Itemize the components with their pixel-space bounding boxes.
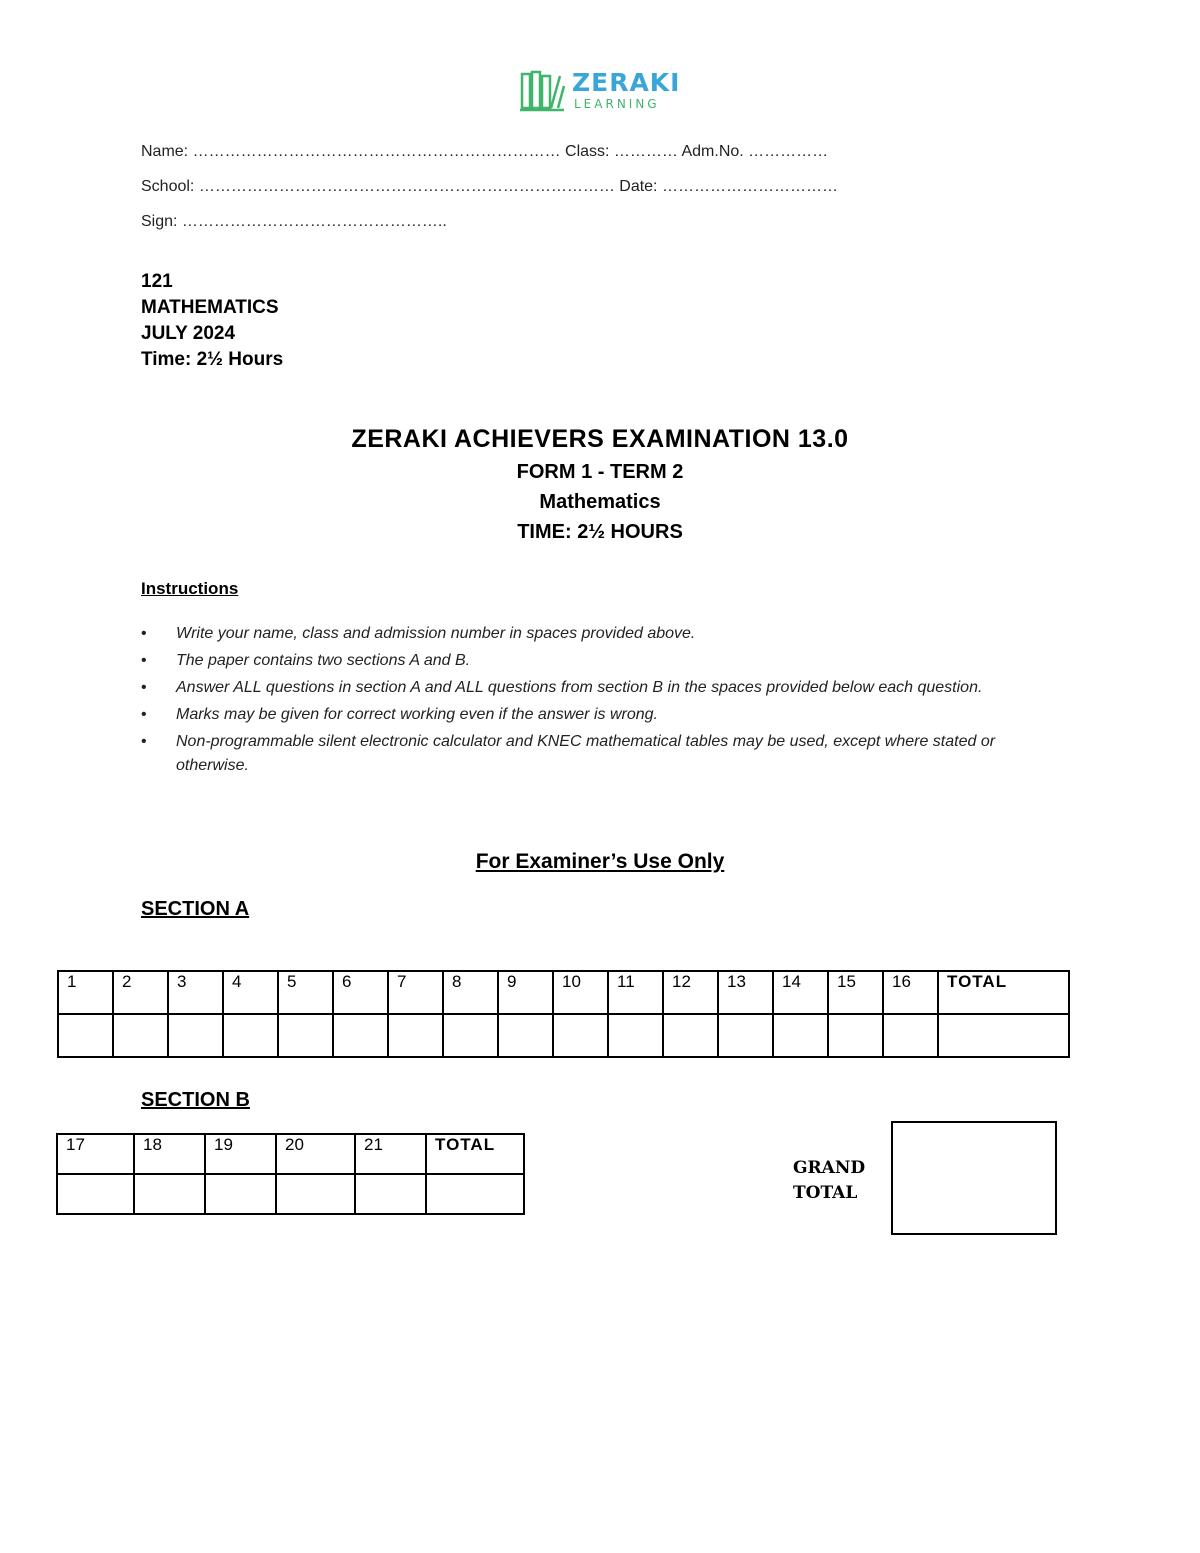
table-header-cell: 17 <box>57 1134 134 1174</box>
time-title: TIME: 2½ HOURS <box>517 521 683 543</box>
paper-time: Time: 2½ Hours <box>141 349 284 370</box>
table-header-cell: 19 <box>205 1134 276 1174</box>
total-score-cell[interactable] <box>938 1014 1069 1057</box>
zeraki-logo <box>520 68 680 116</box>
score-cell[interactable] <box>278 1014 333 1057</box>
paper-meta <box>141 269 283 373</box>
examiner-heading: For Examiner’s Use Only <box>475 850 725 873</box>
score-cell[interactable] <box>134 1174 205 1214</box>
instruction-item: • Write your name, class and admission number in spaces provided above. <box>141 622 1071 646</box>
table-header-cell: 5 <box>278 971 333 1014</box>
grand-total-box[interactable] <box>891 1121 1057 1235</box>
table-header-total: TOTAL <box>426 1134 524 1174</box>
score-cell[interactable] <box>608 1014 663 1057</box>
section-a-table <box>57 970 1070 1058</box>
score-cell[interactable] <box>773 1014 828 1057</box>
exam-title: ZERAKI ACHIEVERS EXAMINATION 13.0 <box>351 425 849 453</box>
paper-subject: MATHEMATICS <box>141 297 279 318</box>
score-cell[interactable] <box>57 1174 134 1214</box>
score-cell[interactable] <box>223 1014 278 1057</box>
table-header-cell: 15 <box>828 971 883 1014</box>
instructions-heading: Instructions <box>141 579 239 598</box>
table-header-cell: 7 <box>388 971 443 1014</box>
paper-date: JULY 2024 <box>141 323 236 344</box>
table-header-cell: 13 <box>718 971 773 1014</box>
table-header-total: TOTAL <box>938 971 1069 1014</box>
paper-code: 121 <box>141 271 173 292</box>
score-cell[interactable] <box>498 1014 553 1057</box>
instruction-item: • Non-programmable silent electronic calculator and KNEC mathematical tables may be used, except where stated or otherwise. <box>141 730 1071 778</box>
section-b-table <box>56 1133 525 1215</box>
score-cell[interactable] <box>828 1014 883 1057</box>
table-header-cell: 14 <box>773 971 828 1014</box>
table-header-cell: 12 <box>663 971 718 1014</box>
table-header-cell: 1 <box>58 971 113 1014</box>
instructions-list <box>141 622 1071 781</box>
table-header-cell: 9 <box>498 971 553 1014</box>
logo-tagline: LEARNING <box>574 97 660 111</box>
instruction-item: • The paper contains two sections A and B. <box>141 649 1071 673</box>
score-cell[interactable] <box>663 1014 718 1057</box>
table-header-cell: 16 <box>883 971 938 1014</box>
score-cell[interactable] <box>883 1014 938 1057</box>
table-header-cell: 3 <box>168 971 223 1014</box>
score-cell[interactable] <box>276 1174 355 1214</box>
table-header-cell: 2 <box>113 971 168 1014</box>
subject-title: Mathematics <box>539 491 661 513</box>
table-header-cell: 6 <box>333 971 388 1014</box>
logo-wordmark: ZERAKI <box>572 68 681 97</box>
score-cell[interactable] <box>553 1014 608 1057</box>
score-cell[interactable] <box>388 1014 443 1057</box>
table-header-cell: 8 <box>443 971 498 1014</box>
table-header-cell: 11 <box>608 971 663 1014</box>
name-class-adm-field: Name: …………………………………………………………… Class: ………… Adm.No. …………… <box>141 143 829 160</box>
school-date-field: School: …………………………………………………………………… Date: …………………………… <box>141 178 838 195</box>
grand-total-label <box>793 1156 865 1206</box>
sign-field: Sign: ………………………………………….. <box>141 213 447 230</box>
grand-total-line2: TOTAL <box>793 1183 858 1203</box>
score-cell[interactable] <box>355 1174 426 1214</box>
table-header-cell: 10 <box>553 971 608 1014</box>
grand-total-line1: GRAND <box>793 1158 866 1178</box>
instruction-item: • Answer ALL questions in section A and ALL questions from section B in the spaces provided below each question. <box>141 676 1071 700</box>
table-header-cell: 18 <box>134 1134 205 1174</box>
score-cell[interactable] <box>113 1014 168 1057</box>
score-cell[interactable] <box>168 1014 223 1057</box>
section-b-heading: SECTION B <box>141 1089 250 1111</box>
score-cell[interactable] <box>333 1014 388 1057</box>
table-header-cell: 20 <box>276 1134 355 1174</box>
score-cell[interactable] <box>718 1014 773 1057</box>
score-cell[interactable] <box>443 1014 498 1057</box>
instruction-item: • Marks may be given for correct working even if the answer is wrong. <box>141 703 1071 727</box>
section-a-heading: SECTION A <box>141 898 250 920</box>
score-cell[interactable] <box>205 1174 276 1214</box>
form-term: FORM 1 - TERM 2 <box>516 461 684 483</box>
books-icon <box>520 70 566 112</box>
score-cell[interactable] <box>58 1014 113 1057</box>
total-score-cell[interactable] <box>426 1174 524 1214</box>
table-header-cell: 21 <box>355 1134 426 1174</box>
table-header-cell: 4 <box>223 971 278 1014</box>
